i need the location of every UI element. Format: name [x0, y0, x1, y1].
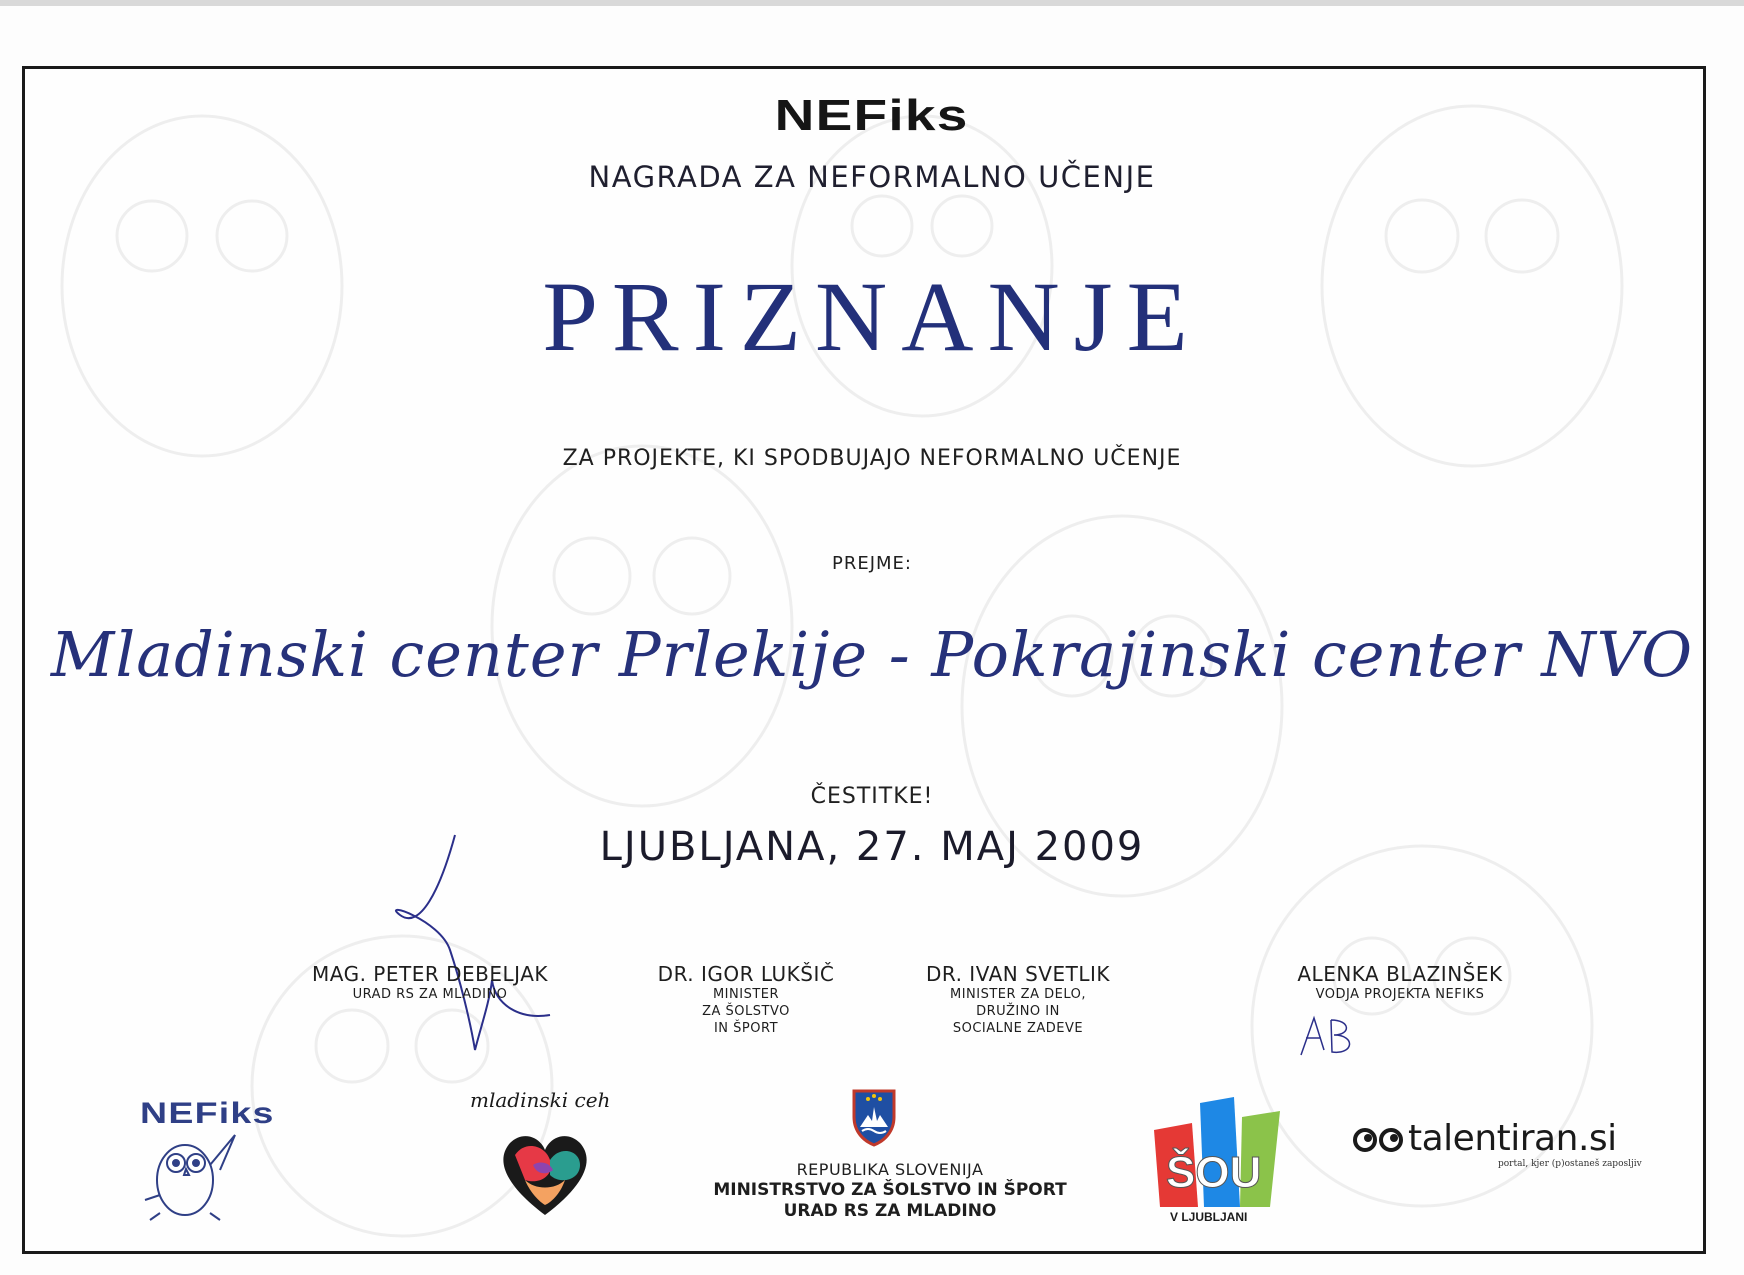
purpose-line: ZA PROJEKTE, KI SPODBUJAJO NEFORMALNO UČENJE — [562, 446, 1182, 471]
owl-icon — [140, 1125, 240, 1225]
ministry-line-3: URAD RS ZA MLADINO — [783, 1201, 997, 1221]
signer-role: SOCIALNE ZADEVE — [952, 1021, 1084, 1036]
award-title: NAGRADA ZA NEFORMALNO UČENJE — [588, 160, 1156, 194]
signer-name: DR. IVAN SVETLIK — [926, 962, 1110, 986]
ministry-block — [630, 1160, 1150, 1222]
signer-4 — [1250, 962, 1550, 1003]
signer-3 — [868, 962, 1168, 1037]
signer-role: URAD RS ZA MLADINO — [352, 987, 508, 1002]
slovenia-coat-of-arms-icon — [850, 1087, 898, 1147]
nefiks-logo-bottom-text: NEFiks — [140, 1097, 275, 1130]
ministry-line-2: MINISTRSTVO ZA ŠOLSTVO IN ŠPORT — [713, 1180, 1067, 1200]
recipient-label: PREJME: — [831, 553, 912, 574]
nefiks-logo-text: NEFiks — [775, 91, 969, 140]
certificate-title: PRIZNANJE — [542, 261, 1202, 372]
sou-letters: ŠOU — [1166, 1148, 1262, 1197]
signer-1 — [280, 962, 580, 1003]
scan-edge — [0, 0, 1744, 6]
nefiks-logo-top — [0, 92, 1744, 140]
mladinski-ceh-label: mladinski ceh — [470, 1088, 611, 1112]
signature-debeljak — [380, 830, 580, 1060]
signer-2 — [596, 962, 896, 1037]
signer-role: IN ŠPORT — [713, 1021, 779, 1036]
place-date: LJUBLJANA, 27. MAJ 2009 — [599, 824, 1145, 870]
signer-role: DRUŽINO IN — [976, 1004, 1060, 1019]
signer-role: MINISTER — [712, 987, 780, 1002]
ministry-line-1: REPUBLIKA SLOVENIJA — [796, 1160, 984, 1179]
talentiran-logo-text: talentiran.si — [1408, 1118, 1617, 1159]
signer-role: MINISTER ZA DELO, — [950, 987, 1086, 1002]
handshake-heart-icon — [495, 1125, 595, 1220]
congratulations: ČESTITKE! — [810, 784, 934, 809]
signer-name: DR. IGOR LUKŠIČ — [657, 962, 835, 986]
sou-caption: V LJUBLJANI — [1170, 1210, 1248, 1224]
signer-name: ALENKA BLAZINŠEK — [1297, 962, 1503, 986]
signature-blazinsek — [1296, 1010, 1366, 1060]
sou-bars-icon — [1152, 1095, 1292, 1210]
signer-name: MAG. PETER DEBELJAK — [312, 962, 548, 986]
talentiran-tagline: portal, kjer (p)ostaneš zaposljiv — [1498, 1159, 1642, 1169]
recipient-name: Mladinski center Prlekije - Pokrajinski center NVO — [50, 618, 1694, 691]
signer-role: VODJA PROJEKTA NEFIKS — [1315, 987, 1485, 1002]
talentiran-eyes-icon — [1352, 1124, 1406, 1156]
signer-role: ZA ŠOLSTVO — [702, 1004, 790, 1019]
